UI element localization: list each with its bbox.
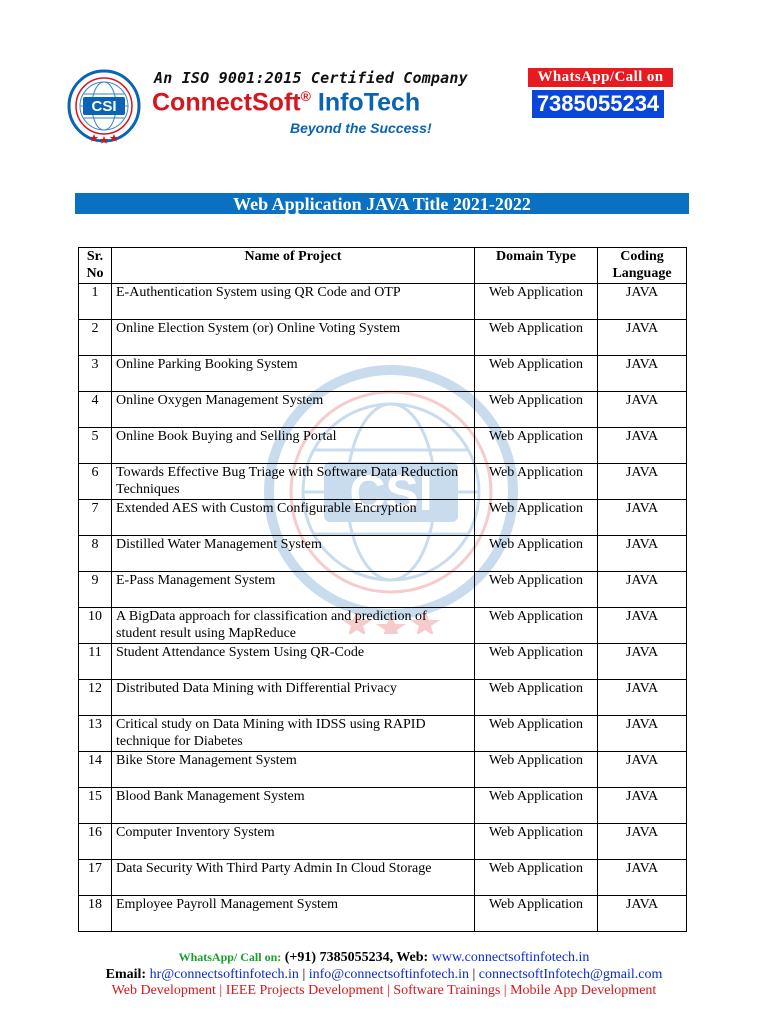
cell-sr-no: 3 bbox=[79, 356, 112, 392]
project-table bbox=[78, 247, 687, 932]
cell-project-name: Bike Store Management System bbox=[112, 752, 475, 788]
cell-coding-language: JAVA bbox=[598, 320, 687, 356]
header-project-name: Name of Project bbox=[112, 248, 475, 284]
table-row bbox=[79, 896, 687, 932]
table-row bbox=[79, 464, 687, 500]
table-row bbox=[79, 824, 687, 860]
cell-coding-language: JAVA bbox=[598, 356, 687, 392]
table-row bbox=[79, 644, 687, 680]
cell-project-name: Critical study on Data Mining with IDSS using RAPID technique for Diabetes bbox=[112, 716, 475, 752]
footer-email-gmail[interactable]: connectsoftInfotech@gmail.com bbox=[478, 967, 663, 982]
footer-email-line bbox=[0, 967, 768, 983]
cell-project-name: Distilled Water Management System bbox=[112, 536, 475, 572]
cell-coding-language: JAVA bbox=[598, 536, 687, 572]
footer-phone[interactable]: (+91) 7385055234 bbox=[281, 950, 390, 965]
cell-sr-no: 10 bbox=[79, 608, 112, 644]
cell-domain-type: Web Application bbox=[475, 428, 598, 464]
table-row bbox=[79, 356, 687, 392]
footer-separator: | bbox=[298, 967, 309, 982]
footer-contact-line bbox=[0, 950, 768, 966]
cell-domain-type: Web Application bbox=[475, 824, 598, 860]
cell-coding-language: JAVA bbox=[598, 680, 687, 716]
table-row bbox=[79, 536, 687, 572]
registered-mark: ® bbox=[300, 88, 311, 104]
header-domain-type: Domain Type bbox=[475, 248, 598, 284]
brand-name-part1: ConnectSoft bbox=[152, 88, 301, 117]
cell-coding-language: JAVA bbox=[598, 284, 687, 320]
cell-domain-type: Web Application bbox=[475, 356, 598, 392]
cell-coding-language: JAVA bbox=[598, 788, 687, 824]
cell-project-name: Blood Bank Management System bbox=[112, 788, 475, 824]
company-logo bbox=[66, 68, 142, 144]
cell-sr-no: 2 bbox=[79, 320, 112, 356]
cell-project-name: Online Election System (or) Online Voting System bbox=[112, 320, 475, 356]
cell-project-name: Towards Effective Bug Triage with Software Data Reduction Techniques bbox=[112, 464, 475, 500]
svg-text:CSI: CSI bbox=[349, 465, 433, 521]
table-row bbox=[79, 284, 687, 320]
cell-sr-no: 12 bbox=[79, 680, 112, 716]
cell-sr-no: 7 bbox=[79, 500, 112, 536]
cell-coding-language: JAVA bbox=[598, 464, 687, 500]
brand-name bbox=[152, 88, 420, 117]
cell-coding-language: JAVA bbox=[598, 608, 687, 644]
cell-sr-no: 17 bbox=[79, 860, 112, 896]
cell-domain-type: Web Application bbox=[475, 464, 598, 500]
table-row bbox=[79, 788, 687, 824]
footer-services: Web Development | IEEE Projects Development | Software Trainings | Mobile App Development bbox=[111, 983, 657, 998]
table-row bbox=[79, 716, 687, 752]
cell-coding-language: JAVA bbox=[598, 428, 687, 464]
cell-sr-no: 16 bbox=[79, 824, 112, 860]
cell-domain-type: Web Application bbox=[475, 536, 598, 572]
cell-project-name: Computer Inventory System bbox=[112, 824, 475, 860]
header-sr-no: Sr. No bbox=[79, 248, 112, 284]
whatsapp-number[interactable]: 7385055234 bbox=[532, 90, 664, 118]
cell-domain-type: Web Application bbox=[475, 752, 598, 788]
cell-domain-type: Web Application bbox=[475, 896, 598, 932]
cell-domain-type: Web Application bbox=[475, 644, 598, 680]
footer-email-label: Email: bbox=[105, 967, 147, 982]
header-coding-language: Coding Language bbox=[598, 248, 687, 284]
cell-domain-type: Web Application bbox=[475, 860, 598, 896]
cell-sr-no: 8 bbox=[79, 536, 112, 572]
cell-project-name: Online Parking Booking System bbox=[112, 356, 475, 392]
table-row bbox=[79, 572, 687, 608]
table-row bbox=[79, 752, 687, 788]
cell-coding-language: JAVA bbox=[598, 824, 687, 860]
cell-sr-no: 11 bbox=[79, 644, 112, 680]
footer-whatsapp-label: WhatsApp/ Call on: bbox=[178, 950, 282, 964]
cell-sr-no: 6 bbox=[79, 464, 112, 500]
cell-project-name: E-Authentication System using QR Code and OTP bbox=[112, 284, 475, 320]
page-title: Web Application JAVA Title 2021-2022 bbox=[75, 193, 689, 214]
cell-project-name: Distributed Data Mining with Differential Privacy bbox=[112, 680, 475, 716]
cell-coding-language: JAVA bbox=[598, 752, 687, 788]
footer-email-hr[interactable]: hr@connectsoftinfotech.in bbox=[146, 967, 299, 982]
cell-domain-type: Web Application bbox=[475, 572, 598, 608]
cell-sr-no: 18 bbox=[79, 896, 112, 932]
slogan: Beyond the Success! bbox=[290, 120, 432, 136]
cell-coding-language: JAVA bbox=[598, 860, 687, 896]
table-row bbox=[79, 428, 687, 464]
cell-project-name: Data Security With Third Party Admin In Cloud Storage bbox=[112, 860, 475, 896]
footer-separator: | bbox=[468, 967, 479, 982]
table-row bbox=[79, 392, 687, 428]
footer-email-info[interactable]: info@connectsoftinfotech.in bbox=[308, 967, 469, 982]
table-row bbox=[79, 500, 687, 536]
cell-sr-no: 13 bbox=[79, 716, 112, 752]
footer-website-link[interactable]: www.connectsoftinfotech.in bbox=[431, 950, 590, 965]
cell-domain-type: Web Application bbox=[475, 320, 598, 356]
cell-coding-language: JAVA bbox=[598, 572, 687, 608]
cell-coding-language: JAVA bbox=[598, 644, 687, 680]
cell-coding-language: JAVA bbox=[598, 716, 687, 752]
cell-coding-language: JAVA bbox=[598, 392, 687, 428]
table-row bbox=[79, 320, 687, 356]
cell-sr-no: 5 bbox=[79, 428, 112, 464]
cell-domain-type: Web Application bbox=[475, 680, 598, 716]
whatsapp-label: WhatsApp/Call on bbox=[528, 68, 673, 87]
cell-domain-type: Web Application bbox=[475, 608, 598, 644]
table-row bbox=[79, 860, 687, 896]
cell-coding-language: JAVA bbox=[598, 500, 687, 536]
iso-tagline: An ISO 9001:2015 Certified Company bbox=[154, 69, 468, 87]
cell-domain-type: Web Application bbox=[475, 788, 598, 824]
cell-project-name: Online Oxygen Management System bbox=[112, 392, 475, 428]
cell-sr-no: 9 bbox=[79, 572, 112, 608]
cell-domain-type: Web Application bbox=[475, 500, 598, 536]
cell-sr-no: 4 bbox=[79, 392, 112, 428]
table-row bbox=[79, 608, 687, 644]
footer-web-label: , Web: bbox=[389, 950, 432, 965]
cell-project-name: E-Pass Management System bbox=[112, 572, 475, 608]
cell-project-name: Employee Payroll Management System bbox=[112, 896, 475, 932]
table-row bbox=[79, 680, 687, 716]
cell-domain-type: Web Application bbox=[475, 284, 598, 320]
table-header-row bbox=[79, 248, 687, 284]
cell-sr-no: 15 bbox=[79, 788, 112, 824]
cell-project-name: Online Book Buying and Selling Portal bbox=[112, 428, 475, 464]
cell-project-name: Student Attendance System Using QR-Code bbox=[112, 644, 475, 680]
cell-project-name: A BigData approach for classification and prediction of student result using MapReduce bbox=[112, 608, 475, 644]
cell-domain-type: Web Application bbox=[475, 392, 598, 428]
cell-sr-no: 1 bbox=[79, 284, 112, 320]
cell-project-name: Extended AES with Custom Configurable Encryption bbox=[112, 500, 475, 536]
cell-coding-language: JAVA bbox=[598, 896, 687, 932]
logo-text: CSI bbox=[91, 98, 117, 115]
cell-domain-type: Web Application bbox=[475, 716, 598, 752]
brand-name-part2: InfoTech bbox=[310, 88, 421, 117]
cell-sr-no: 14 bbox=[79, 752, 112, 788]
